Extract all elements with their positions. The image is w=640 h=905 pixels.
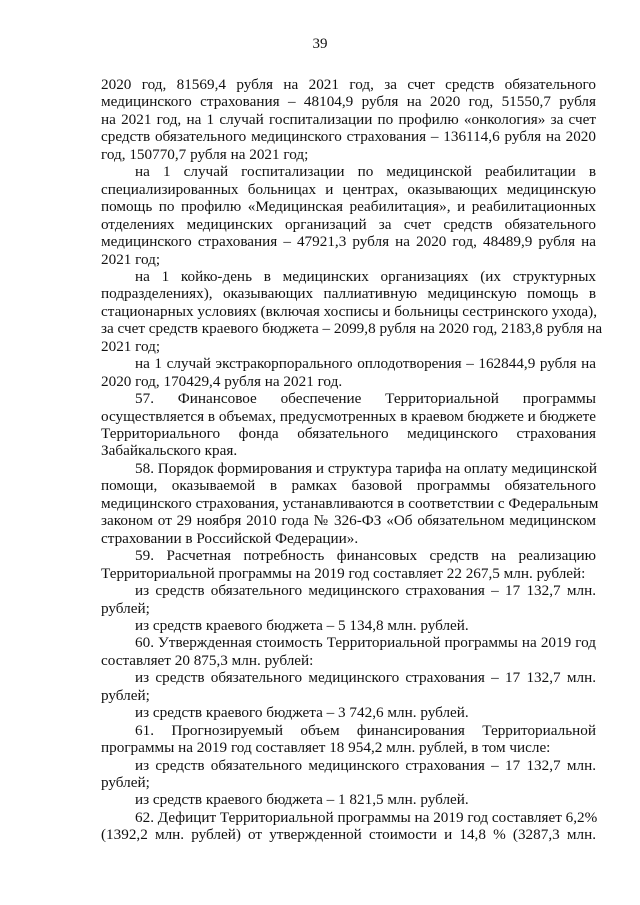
text-line: помощи, оказываемой в рамках базовой программы обязательного (101, 477, 596, 495)
text-line: рублей; (101, 686, 150, 704)
text-line: страховании в Российской Федерации». (101, 529, 359, 547)
text-line: 62. Дефицит Территориальной программы на 2019 год составляет 6,2% (135, 808, 598, 826)
text-line: на 1 койко-день в медицинских организациях (их структурных (135, 267, 596, 285)
text-line: отделениях медицинских организаций за счет средств обязательного (101, 215, 596, 233)
text-line: за счет средств краевого бюджета – 2099,8 рубля на 2020 год, 2183,8 рубля на (101, 320, 603, 338)
text-line: помощь по профилю «Медицинская реабилитация», и реабилитационных (101, 198, 596, 216)
text-line: Территориальной программы на 2019 год составляет 22 267,5 млн. рублей: (101, 564, 586, 582)
text-line: 60. Утвержденная стоимость Территориальной программы на 2019 год (135, 634, 596, 652)
text-line: составляет 20 875,3 млн. рублей: (101, 651, 314, 669)
text-line: из средств обязательного медицинского страхования – 17 132,7 млн. (135, 582, 596, 600)
text-line: рублей; (101, 599, 150, 617)
text-line: осуществляется в объемах, предусмотренных в краевом бюджете и бюджете (101, 407, 597, 425)
text-line: медицинского страхования – 47921,3 рубля на 2020 год, 48489,9 рубля на (101, 233, 596, 251)
text-line: стационарных условиях (включая хосписы и больницы сестринского ухода), (101, 302, 598, 320)
text-line: 2021 год; (101, 250, 161, 268)
text-line: 2020 год, 81569,4 рубля на 2021 год, за счет средств обязательного (101, 76, 596, 93)
text-line: из средств краевого бюджета – 1 821,5 млн. рублей. (135, 791, 469, 809)
text-line: 58. Порядок формирования и структура тарифа на оплату медицинской (135, 459, 597, 477)
text-line: специализированных больницах и центрах, оказывающих медицинскую (101, 180, 596, 198)
text-line: средств обязательного медицинского страхования – 136114,6 рубля на 2020 (101, 128, 596, 146)
text-line: медицинского страхования, устанавливаются в соответствии с Федеральным (101, 494, 599, 512)
text-line: 59. Расчетная потребность финансовых средств на реализацию (135, 547, 596, 565)
text-line: из средств краевого бюджета – 5 134,8 млн. рублей. (135, 616, 469, 634)
text-line: на 2021 год, на 1 случай госпитализации по профилю «онкология» за счет (101, 110, 596, 128)
text-line: из средств краевого бюджета – 3 742,6 млн. рублей. (135, 704, 469, 722)
text-line: на 1 случай госпитализации по медицинской реабилитации в (135, 163, 596, 181)
text-line: рублей; (101, 774, 150, 791)
text-line: на 1 случай экстракорпорального оплодотворения – 162844,9 рубля на (135, 355, 596, 373)
text-line: Забайкальского края. (101, 442, 238, 460)
text-line: законом от 29 ноября 2010 года № 326-ФЗ «Об обязательном медицинском (101, 512, 596, 530)
text-line: 2021 год; (101, 337, 161, 355)
text-line: медицинского страхования – 48104,9 рубля на 2020 год, 51550,7 рубля (101, 93, 596, 111)
text-line: из средств обязательного медицинского страхования – 17 132,7 млн. (135, 669, 596, 687)
text-line: 61. Прогнозируемый объем финансирования Территориальной (135, 721, 596, 739)
text-line: программы на 2019 год составляет 18 954,2 млн. рублей, в том числе: (101, 739, 551, 757)
text-line: из средств обязательного медицинского страхования – 17 132,7 млн. (135, 756, 596, 774)
text-line: 2020 год, 170429,4 рубля на 2021 год. (101, 372, 343, 390)
text-line: 57. Финансовое обеспечение Территориальной программы (135, 390, 596, 408)
text-line: Территориального фонда обязательного медицинского страхования (101, 425, 596, 442)
text-line: подразделениях), оказывающих паллиативную медицинскую помощь в (101, 285, 596, 303)
text-line: (1392,2 млн. рублей) от утвержденной стоимости и 14,8 % (3287,3 млн. (101, 826, 596, 844)
text-line: год, 150770,7 рубля на 2021 год; (101, 145, 309, 163)
page-number: 39 (312, 36, 328, 52)
